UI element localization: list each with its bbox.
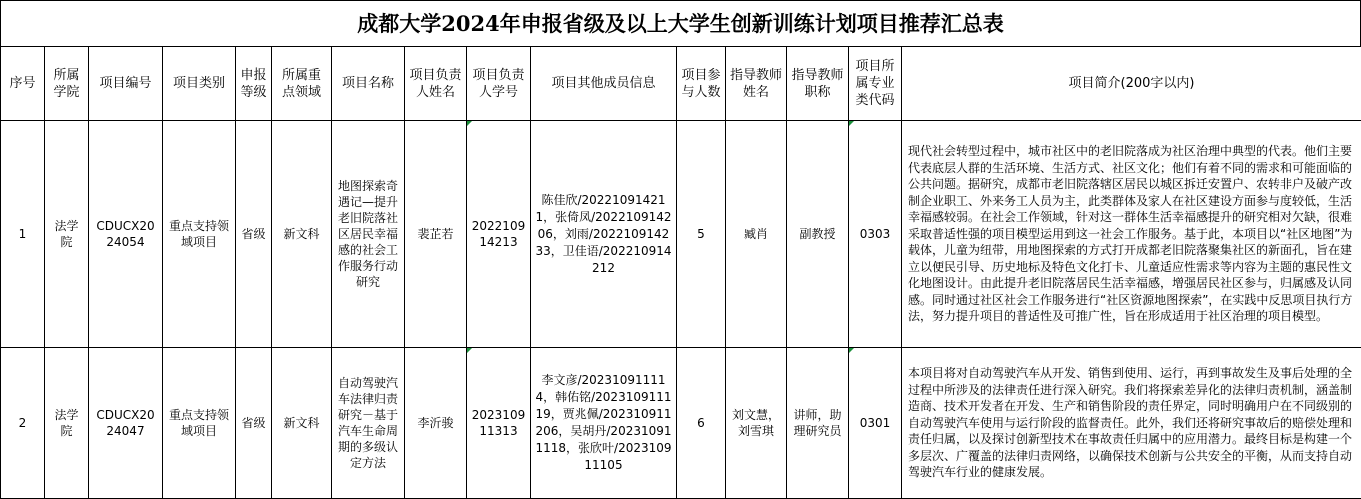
header-cell-level[interactable]: 申报等级 xyxy=(236,47,272,121)
cell-college[interactable]: 法学院 xyxy=(45,121,89,348)
header-cell-advisor-title[interactable]: 指导教师职称 xyxy=(787,47,849,121)
sheet-title: 成都大学2024年申报省级及以上大学生创新训练计划项目推荐汇总表 xyxy=(0,0,1361,46)
cell-intro[interactable]: 本项目将对自动驾驶汽车从开发、销售到使用、运行，再到事故发生及事后处理的全过程中所涉及的法律责任进行深入研究。我们将探索差异化的法律归责机制，涵盖制造商、技术开发者在开发、生产和销售阶段的责任界定，同时明确用户在不同级别的自动驾驶汽车使用与运行阶段的监督责任。此外，我们还将研究事故后的赔偿处理和责任归属，以及探讨创新型技术在事故责任归属中的应用潜力。最终目标是构建一个多层次、广覆盖的法律归责网络，以确保技术创新与公共安全的平衡，从而支持自动驾驶汽车行业的健康发展。 xyxy=(902,348,1361,499)
cell-name[interactable]: 地图探索奇遇记—提升老旧院落社区居民幸福感的社会工作服务行动研究 xyxy=(332,121,405,348)
cell-leader[interactable]: 裴芷若 xyxy=(405,121,467,348)
header-cell-major-code[interactable]: 项目所属专业类代码 xyxy=(849,47,902,121)
header-cell-leader[interactable]: 项目负责人姓名 xyxy=(405,47,467,121)
cell-field[interactable]: 新文科 xyxy=(272,348,332,499)
table-row xyxy=(1,348,1361,499)
cell-code[interactable]: CDUCX2024054 xyxy=(89,121,163,348)
cell-category[interactable]: 重点支持领域项目 xyxy=(163,348,236,499)
header-cell-seq[interactable]: 序号 xyxy=(1,47,45,121)
cell-seq[interactable]: 2 xyxy=(1,348,45,499)
header-cell-leader-id[interactable]: 项目负责人学号 xyxy=(467,47,531,121)
cell-field[interactable]: 新文科 xyxy=(272,121,332,348)
cell-members[interactable]: 陈佳欣/202210914211，张倚凤/202210914206，刘雨/202210914233，卫佳语/202210914212 xyxy=(531,121,677,348)
header-cell-name[interactable]: 项目名称 xyxy=(332,47,405,121)
header-cell-code[interactable]: 项目编号 xyxy=(89,47,163,121)
cell-code[interactable]: CDUCX2024047 xyxy=(89,348,163,499)
header-cell-count[interactable]: 项目参与人数 xyxy=(677,47,726,121)
cell-members[interactable]: 李文彦/202310911114，韩佑铭/202310911119，贾兆佩/202310911206，吴胡丹/202310911118，张欣叶/202310911105 xyxy=(531,348,677,499)
cell-advisor-title[interactable]: 副教授 xyxy=(787,121,849,348)
header-cell-advisor[interactable]: 指导教师姓名 xyxy=(726,47,787,121)
cell-count[interactable]: 6 xyxy=(677,348,726,499)
cell-category[interactable]: 重点支持领域项目 xyxy=(163,121,236,348)
cell-level[interactable]: 省级 xyxy=(236,121,272,348)
cell-level[interactable]: 省级 xyxy=(236,348,272,499)
cell-name[interactable]: 自动驾驶汽车法律归责研究－基于汽车生命周期的多级认定方法 xyxy=(332,348,405,499)
summary-table xyxy=(0,46,1361,499)
cell-major-code[interactable]: 0303 xyxy=(849,121,902,348)
cell-advisor[interactable]: 臧肖 xyxy=(726,121,787,348)
cell-leader-id[interactable]: 202310911313 xyxy=(467,348,531,499)
header-cell-category[interactable]: 项目类别 xyxy=(163,47,236,121)
cell-seq[interactable]: 1 xyxy=(1,121,45,348)
cell-count[interactable]: 5 xyxy=(677,121,726,348)
table-row xyxy=(1,121,1361,348)
cell-advisor-title[interactable]: 讲师，助理研究员 xyxy=(787,348,849,499)
header-cell-intro[interactable]: 项目简介(200字以内) xyxy=(902,47,1361,121)
cell-leader[interactable]: 李沂骏 xyxy=(405,348,467,499)
cell-leader-id[interactable]: 202210914213 xyxy=(467,121,531,348)
header-row xyxy=(1,47,1361,121)
cell-intro[interactable]: 现代社会转型过程中，城市社区中的老旧院落成为社区治理中典型的代表。他们主要代表底层人群的生活环境、生活方式、社区文化；他们有着不同的需求和可能面临的公共问题。据研究，成都市老旧院落辖区居民以城区拆迁安置户、农转非户及破产改制企业职工、外来务工人员为主，此类群体及家人在社区建设方面参与度较低，生活幸福感较弱。在社会工作领域，针对这一群体生活幸福感提升的研究相对欠缺，很难采取普适性强的项目模型运用到这一社会工作服务。基于此，本项目以“社区地图”为载体，儿童为纽带，用地图探索的方式打开成都老旧院落聚集社区的新面孔，旨在建立以便民引导、历史地标及特色文化打卡、儿童适应性需求等内容为主题的惠民性文化地图设计。由此提升老旧院落居民生活幸福感，增强居民社区参与，归属感及认同感。同时通过社区社会工作服务进行“社区资源地图探索”，在实践中反思项目执行方法，努力提升项目的普适性及可推广性，旨在形成适用于社区治理的项目模型。 xyxy=(902,121,1361,348)
cell-college[interactable]: 法学院 xyxy=(45,348,89,499)
cell-major-code[interactable]: 0301 xyxy=(849,348,902,499)
header-cell-members[interactable]: 项目其他成员信息 xyxy=(531,47,677,121)
cell-advisor[interactable]: 刘文慧，刘雪琪 xyxy=(726,348,787,499)
header-cell-college[interactable]: 所属学院 xyxy=(45,47,89,121)
header-cell-field[interactable]: 所属重点领域 xyxy=(272,47,332,121)
